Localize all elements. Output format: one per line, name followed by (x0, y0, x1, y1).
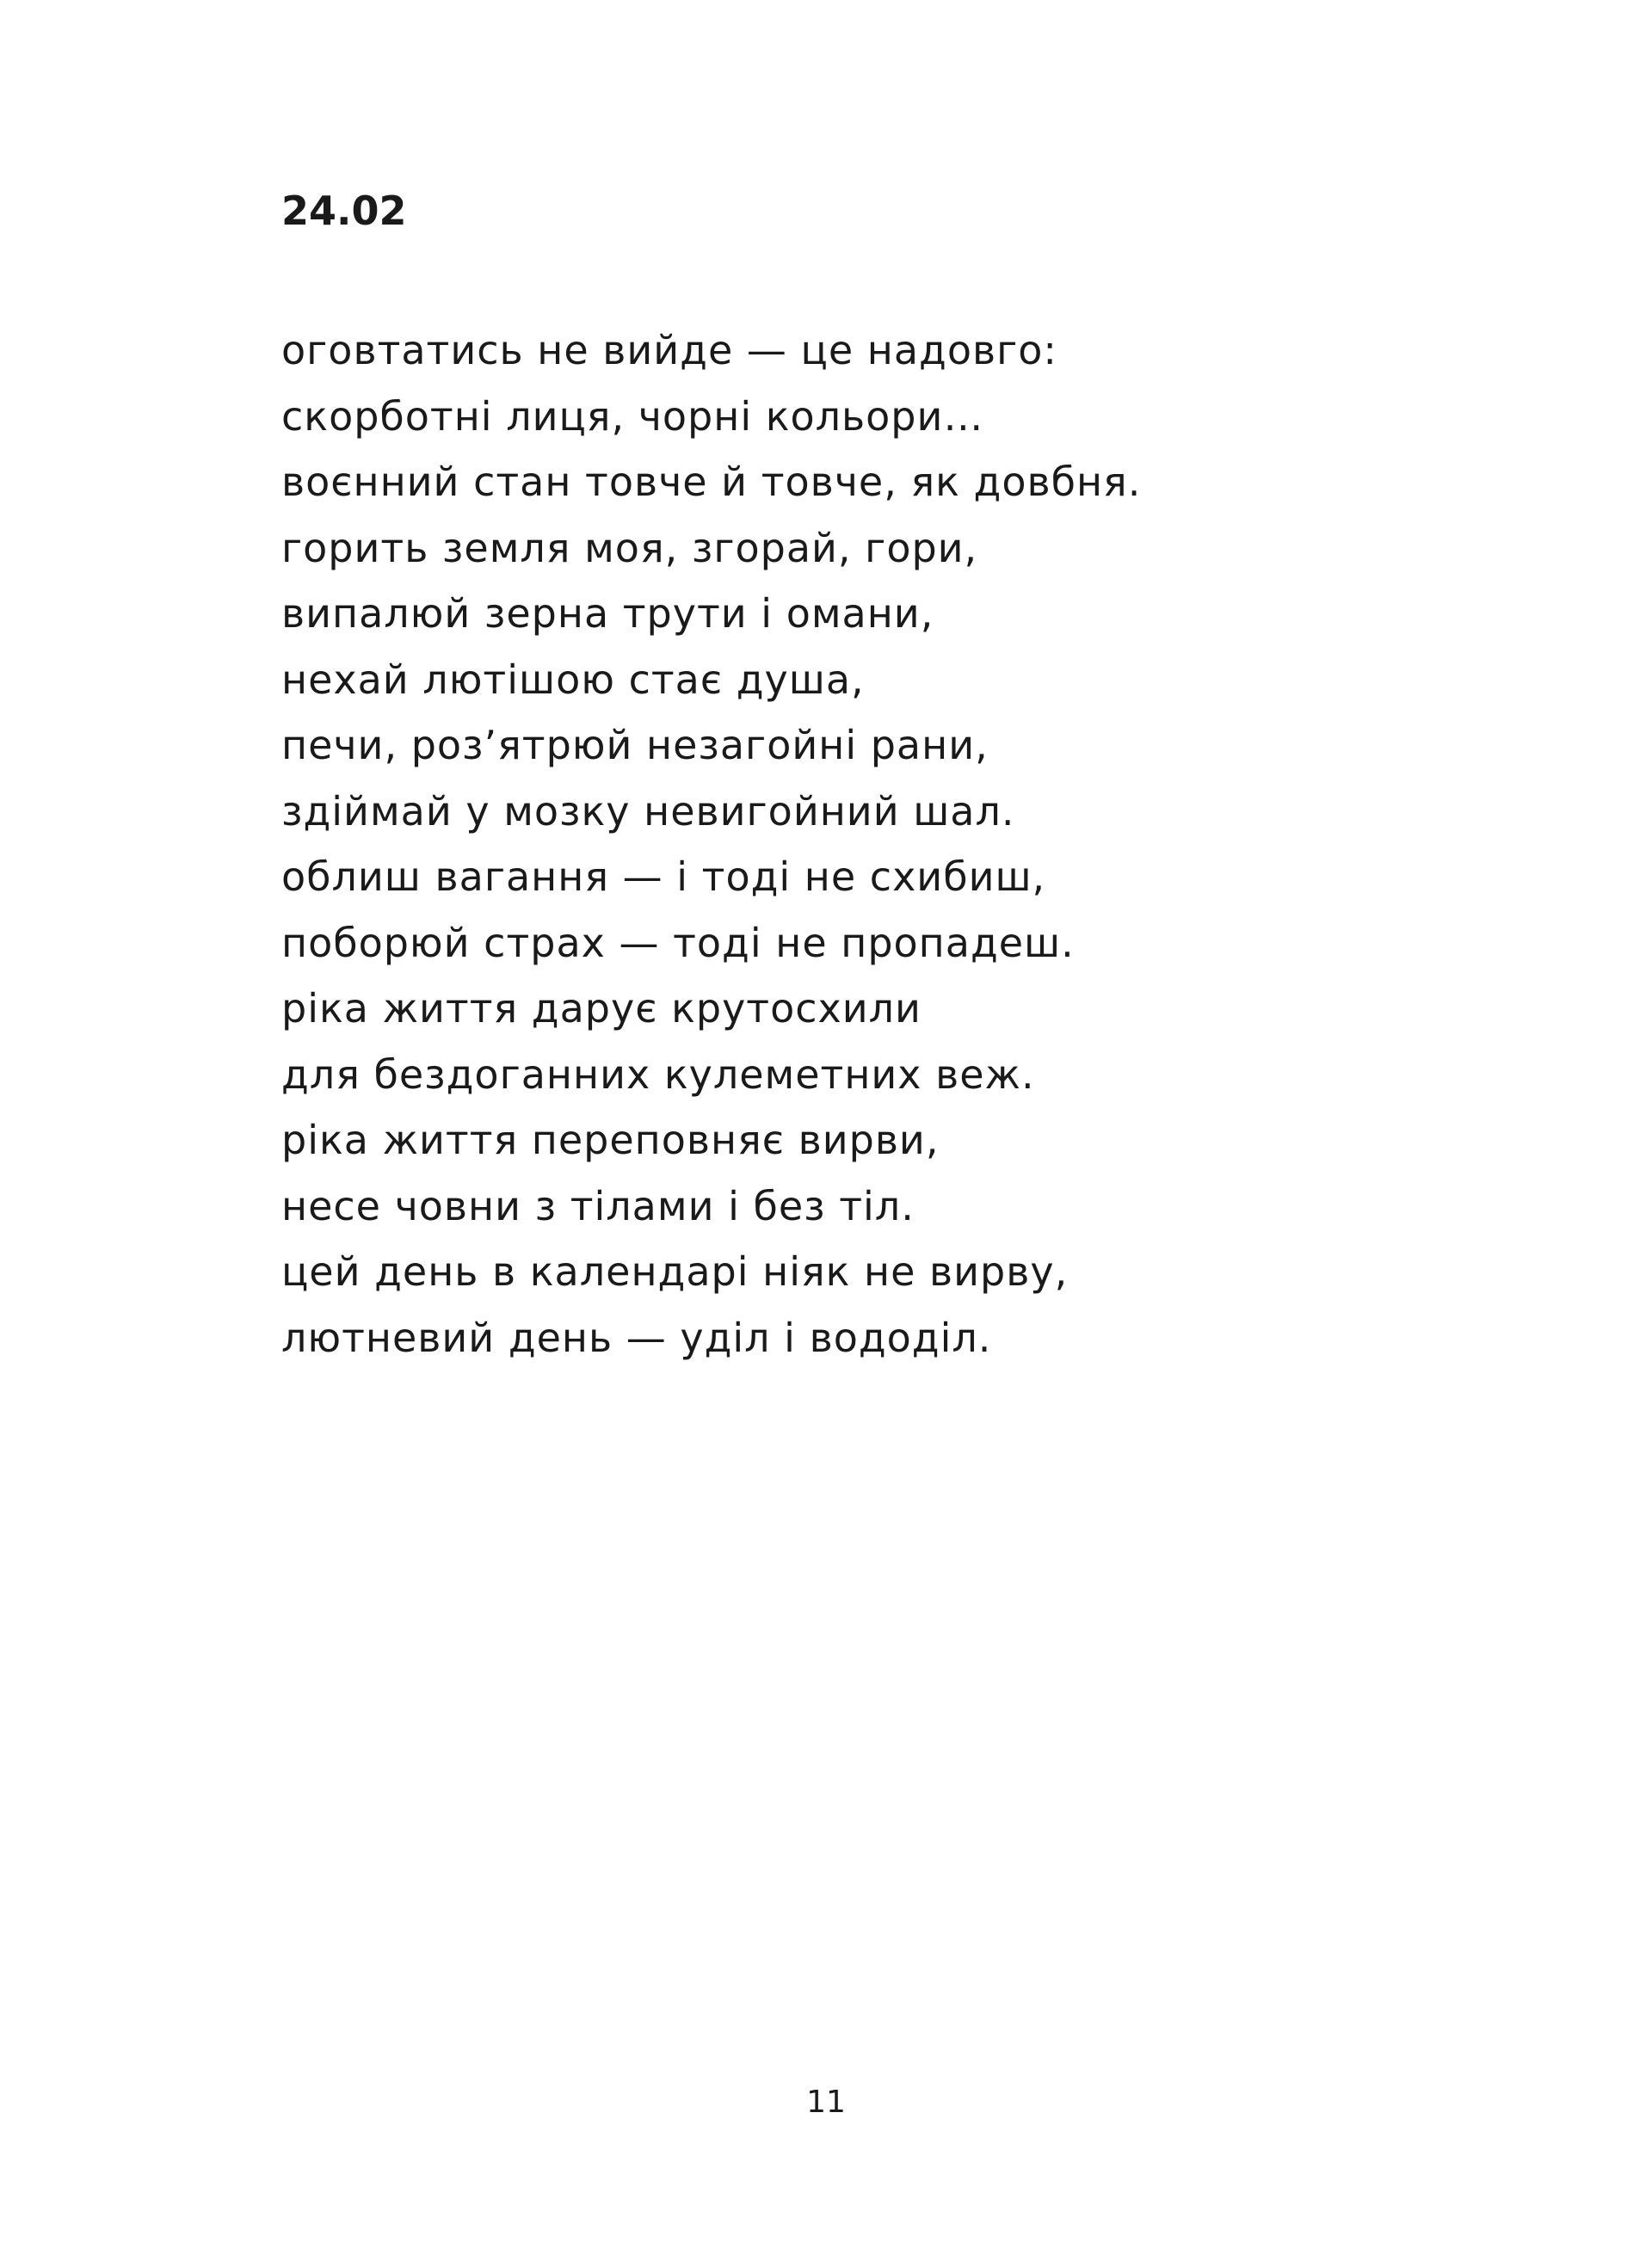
page-number: 11 (806, 2085, 846, 2120)
poem-line: воєнний стан товче й товче, як довбня. (281, 459, 1142, 505)
poem-line: поборюй страх — тоді не пропадеш. (281, 919, 1075, 966)
poem-line: цей день в календарі ніяк не вирву, (281, 1248, 1069, 1295)
poem-line: випалюй зерна трути і омани, (281, 590, 934, 637)
poem-line: несе човни з тілами і без тіл. (281, 1182, 915, 1229)
poem-title: 24.02 (281, 188, 407, 234)
poem-line: ріка життя дарує крутосхили (281, 985, 922, 1032)
poem-line: облиш вагання — і тоді не схибиш, (281, 853, 1046, 900)
poem-line: скорботні лиця, чорні кольори… (281, 392, 984, 440)
poem-body (281, 317, 1141, 1370)
poem-line: здіймай у мозку невигойний шал. (281, 787, 1015, 835)
poem-line: печи, роз’ятрюй незагойні рани, (281, 722, 989, 768)
poem-line: лютневий день — уділ і вододіл. (281, 1314, 992, 1361)
poem-line: ріка життя переповняє вирви, (281, 1117, 940, 1163)
poem-line: оговтатись не вийде — це надовго: (281, 327, 1057, 373)
poem-line: горить земля моя, згорай, гори, (281, 524, 978, 571)
poem-line: для бездоганних кулеметних веж. (281, 1050, 1035, 1098)
poem-line: нехай лютішою стає душа, (281, 656, 865, 703)
